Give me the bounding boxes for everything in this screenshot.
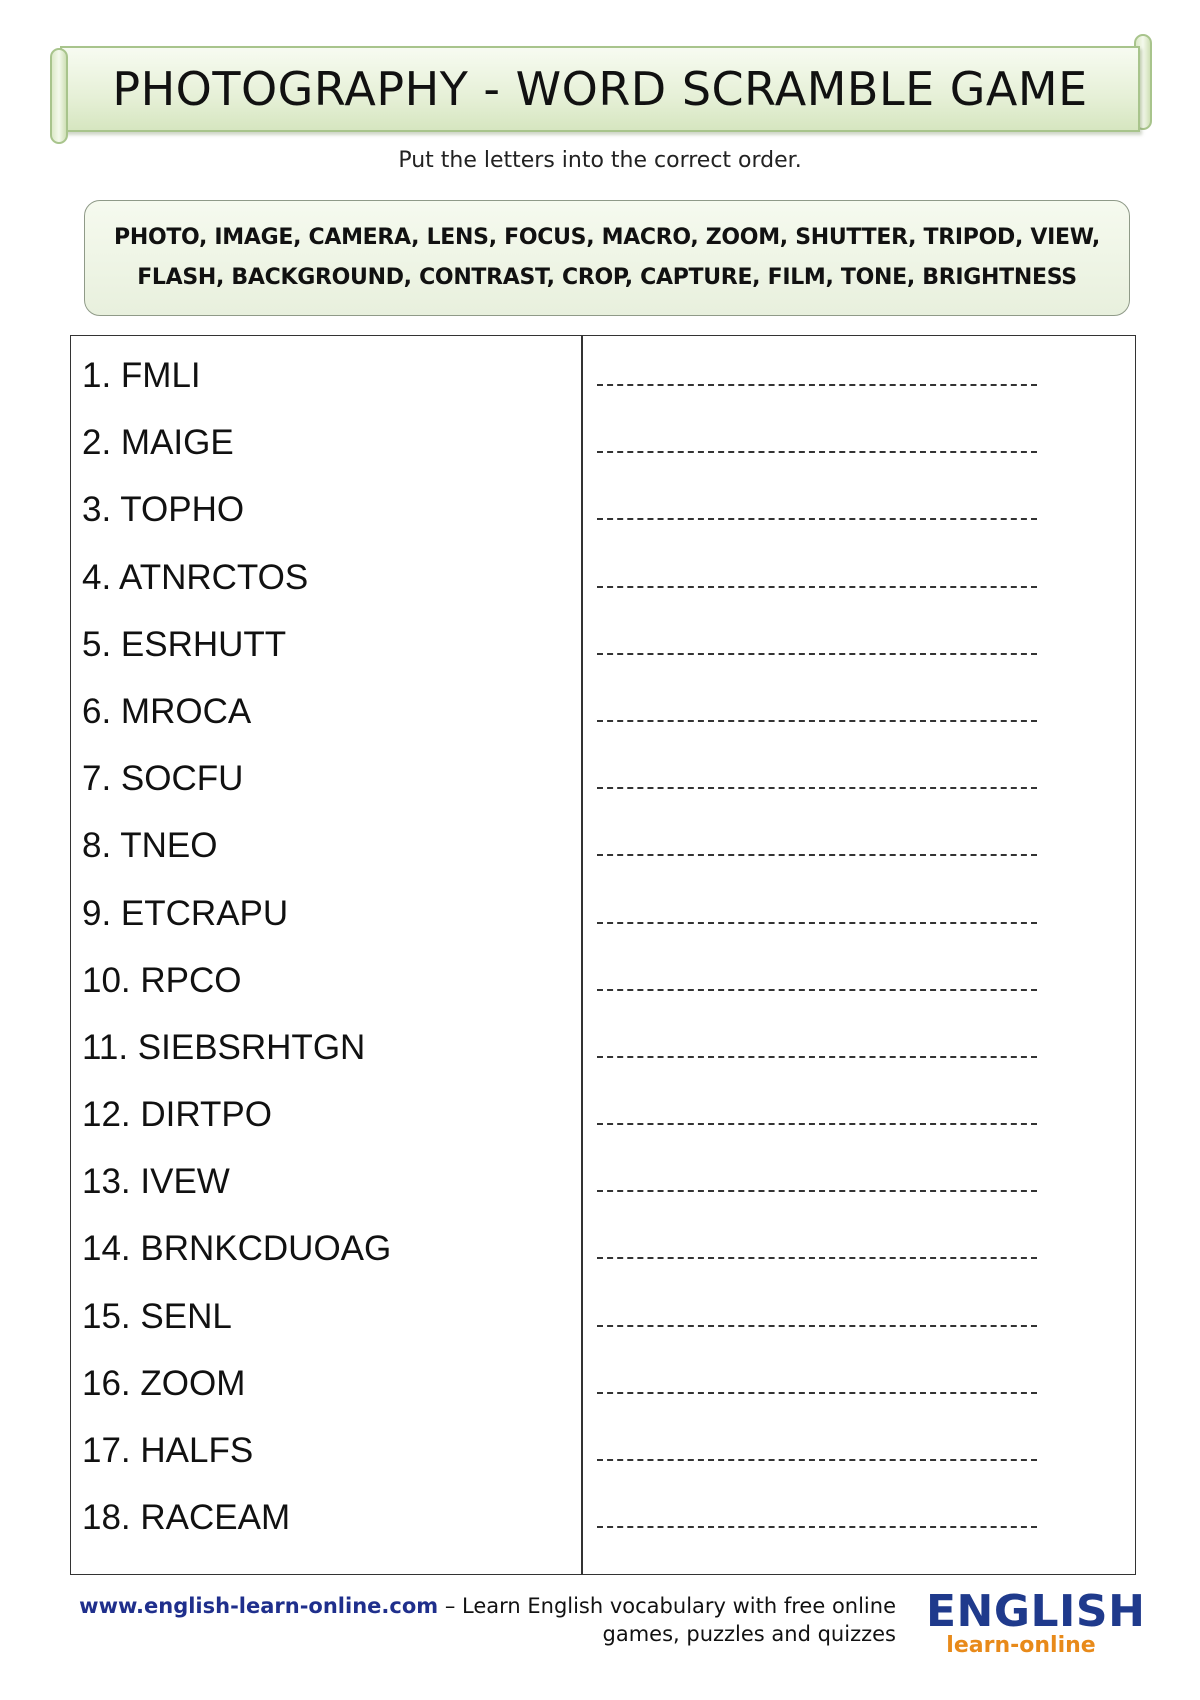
scrambled-word: 9. ETCRAPU [82, 893, 289, 933]
scramble-row [71, 684, 1135, 751]
answer-line[interactable] [597, 1190, 1037, 1192]
logo-sub-text: learn-online [946, 1633, 1096, 1658]
scramble-row [71, 1423, 1135, 1490]
scrambled-word: 14. BRNKCDUOAG [82, 1229, 392, 1269]
answer-line[interactable] [597, 1123, 1037, 1125]
scramble-row [71, 482, 1135, 549]
scramble-row [71, 751, 1135, 818]
scramble-row [71, 1490, 1135, 1557]
footer-text-1: – Learn English vocabulary with free online [438, 1594, 896, 1618]
banner-body [60, 46, 1140, 132]
scrambled-word: 1. FMLI [82, 356, 201, 395]
scrambled-word: 4. ATNRCTOS [82, 557, 309, 597]
scramble-row [71, 1087, 1135, 1154]
answer-line[interactable] [597, 518, 1037, 520]
title-banner [50, 34, 1152, 146]
scramble-row [71, 550, 1135, 617]
answer-line[interactable] [597, 922, 1037, 924]
word-bank [84, 200, 1130, 316]
answer-line[interactable] [597, 451, 1037, 453]
scramble-row [71, 348, 1135, 415]
answer-line[interactable] [597, 653, 1037, 655]
scroll-curl-left [50, 48, 68, 144]
answer-line[interactable] [597, 720, 1037, 722]
answer-line[interactable] [597, 854, 1037, 856]
footer-line-1 [50, 1592, 896, 1620]
scrambled-word: 12. DIRTPO [82, 1095, 272, 1135]
answer-line[interactable] [597, 787, 1037, 789]
scrambled-word: 5. ESRHUTT [82, 624, 287, 664]
answer-line[interactable] [597, 1459, 1037, 1461]
page-title: PHOTOGRAPHY - WORD SCRAMBLE GAME [112, 62, 1088, 116]
scrambled-word: 13. IVEW [82, 1162, 230, 1202]
footer-line-2: games, puzzles and quizzes [602, 1622, 896, 1646]
scramble-rows [71, 348, 1135, 1557]
logo-main-text: ENGLISH [926, 1586, 1146, 1637]
scramble-row [71, 1289, 1135, 1356]
answer-line[interactable] [597, 1056, 1037, 1058]
scramble-row [71, 415, 1135, 482]
scramble-row [71, 886, 1135, 953]
scramble-row [71, 953, 1135, 1020]
scrambled-word: 2. MAIGE [82, 423, 234, 463]
scrambled-word: 10. RPCO [82, 960, 242, 1000]
scrambled-word: 6. MROCA [82, 691, 252, 731]
answer-line[interactable] [597, 1392, 1037, 1394]
scrambled-word: 16. ZOOM [82, 1363, 246, 1403]
answer-line[interactable] [597, 989, 1037, 991]
logo [926, 1586, 1146, 1660]
footer [50, 1592, 896, 1648]
scrambled-word: 7. SOCFU [82, 759, 244, 799]
scramble-row [71, 1221, 1135, 1288]
scrambled-word: 18. RACEAM [82, 1498, 291, 1538]
answer-line[interactable] [597, 1526, 1037, 1528]
scramble-row [71, 1356, 1135, 1423]
word-bank-line-2: FLASH, BACKGROUND, CONTRAST, CROP, CAPTURE, FILM, TONE, BRIGHTNESS [137, 265, 1077, 290]
scrambled-word: 3. TOPHO [82, 490, 245, 530]
scramble-row [71, 818, 1135, 885]
answer-line[interactable] [597, 1257, 1037, 1259]
answer-line[interactable] [597, 1325, 1037, 1327]
answer-line[interactable] [597, 384, 1037, 386]
scramble-row [71, 1020, 1135, 1087]
instruction-text: Put the letters into the correct order. [398, 148, 802, 173]
scrambled-word: 11. SIEBSRHTGN [82, 1027, 366, 1067]
scrambled-word: 15. SENL [82, 1296, 232, 1336]
scramble-row [71, 1154, 1135, 1221]
scrambled-word: 17. HALFS [82, 1431, 254, 1470]
word-bank-line-1: PHOTO, IMAGE, CAMERA, LENS, FOCUS, MACRO, ZOOM, SHUTTER, TRIPOD, VIEW, [114, 225, 1100, 250]
answer-line[interactable] [597, 586, 1037, 588]
footer-link[interactable]: www.english-learn-online.com [79, 1594, 439, 1618]
scrambled-word: 8. TNEO [82, 826, 218, 866]
scramble-table [70, 335, 1136, 1575]
scramble-row [71, 617, 1135, 684]
